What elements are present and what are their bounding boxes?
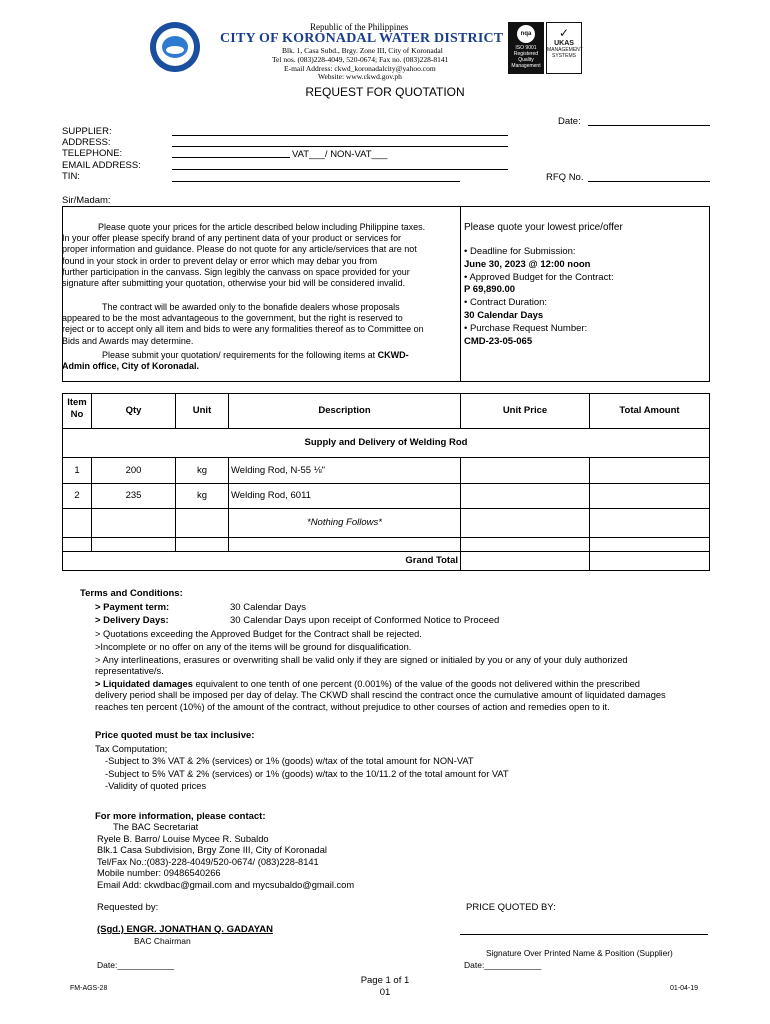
col-qty: Qty — [91, 393, 176, 429]
nqa-iso-certification-badge: nqa ISO 9001 Registered Quality Management — [508, 22, 544, 74]
supplier-field[interactable] — [172, 135, 508, 136]
row1-unit-price-field[interactable] — [460, 457, 590, 484]
contact-details: The BAC Secretariat Ryele B. Barro/ Louise Mycee R. Subaldo Blk.1 Casa Subdivision, Brgy Zone III, City of Koronadal Tel/Fax No.:(083)-228-4049/520-0674/ (083)228-8141 Mobile number: 09486540266 Email Add: ckwdbac@gmail.com and mycsubaldo@gmail.com — [97, 822, 355, 890]
rfq-label: RFQ No. — [546, 172, 584, 183]
row1-item: 1 — [62, 457, 92, 484]
budget-value: P 69,890.00 — [464, 284, 516, 296]
vat-nonvat-option[interactable]: VAT___/ NON-VAT___ — [292, 149, 388, 160]
supplier-label: SUPPLIER: — [62, 126, 112, 137]
col-unit-price: Unit Price — [460, 393, 590, 429]
delivery-days-value: 30 Calendar Days upon receipt of Conformed Notice to Proceed — [230, 615, 500, 626]
row1-unit: kg — [175, 457, 229, 484]
supplier-signature-caption: Signature Over Printed Name & Position (Supplier) — [486, 948, 673, 958]
tin-field[interactable] — [172, 181, 460, 182]
deadline-label: • Deadline for Submission: — [464, 246, 576, 257]
org-email: E-mail Address: ckwd_koronadalcity@yahoo.com — [284, 64, 436, 73]
org-telephone: Tel nos. (083)228-4049, 520-0674; Fax no. (083)228-8141 — [272, 55, 449, 64]
grand-total-field[interactable] — [589, 551, 710, 571]
row2-description: Welding Rod, 6011 — [228, 483, 461, 509]
bac-chairman-position: BAC Chairman — [134, 936, 191, 946]
ukas-certification-badge: ✓ UKAS MANAGEMENT SYSTEMS — [546, 22, 582, 74]
instructions-paragraph-3: Please submit your quotation/ requirements for the following items at CKWD- Admin office, City of Koronadal. — [62, 350, 409, 372]
supplier-date[interactable]: Date:____________ — [464, 960, 542, 970]
salutation: Sir/Madam: — [62, 195, 111, 206]
side-details — [464, 246, 614, 348]
date-code: 01-04-19 — [670, 985, 699, 992]
requested-by-label: Requested by: — [97, 902, 159, 913]
instructions-paragraph-1: Please quote your prices for the article described below including Philippine taxes. In your offer please specify brand of any pertinent data of your product or services for proper information and guidance. Please do not quote for any article/services that are not found in your stock in order to prevent delay or error which may debar you from further participation in the canvass. Sign legibly the canvass on space provided for your signature after submitting your quotation, otherwise your bid will be considered invalid. — [62, 222, 426, 289]
row2-unit: kg — [175, 483, 229, 509]
col-total-amount: Total Amount — [589, 393, 710, 429]
duration-label: • Contract Duration: — [464, 297, 548, 309]
telephone-label: TELEPHONE: — [62, 148, 123, 160]
deadline-value: June 30, 2023 @ 12:00 noon — [464, 258, 591, 270]
page-title: REQUEST FOR QUOTATION — [305, 85, 465, 99]
row2-total-field[interactable] — [589, 483, 710, 509]
requested-date[interactable]: Date:____________ — [97, 960, 175, 970]
nothing-follows: *Nothing Follows* — [228, 508, 461, 538]
pr-number-label: • Purchase Request Number: — [464, 322, 588, 334]
col-item-no: Item No — [62, 393, 92, 429]
payment-term-label: > Payment term: — [95, 602, 170, 613]
contact-heading: For more information, please contact: — [95, 811, 266, 822]
telephone-field[interactable] — [172, 157, 290, 158]
budget-label: • Approved Budget for the Contract: — [464, 271, 614, 283]
row2-item: 2 — [62, 483, 92, 509]
date-field[interactable] — [588, 125, 710, 126]
tin-label: TIN: — [62, 170, 80, 182]
republic-line: Republic of the Philippines — [310, 22, 409, 32]
tax-heading: Price quoted must be tax inclusive: — [95, 730, 255, 741]
email-field[interactable] — [172, 169, 508, 170]
row1-total-field[interactable] — [589, 457, 710, 484]
delivery-days-label: > Delivery Days: — [95, 615, 169, 626]
duration-value: 30 Calendar Days — [464, 309, 544, 321]
section-row: Supply and Delivery of Welding Rod — [62, 428, 710, 458]
page-number: Page 1 of 1 — [360, 975, 410, 986]
ckwd-seal-logo — [150, 22, 200, 72]
email-label: EMAIL ADDRESS: — [62, 159, 141, 171]
org-website: Website: www.ckwd.gov.ph — [318, 72, 402, 81]
grand-total-label: Grand Total — [62, 551, 461, 571]
col-unit: Unit — [175, 393, 229, 429]
price-quoted-by-label: PRICE QUOTED BY: — [466, 902, 556, 913]
supplier-signature-line[interactable] — [460, 934, 708, 935]
payment-term-value: 30 Calendar Days — [230, 602, 307, 613]
bac-chairman-name: (Sgd.) ENGR. JONATHAN Q. GADAYAN — [97, 924, 273, 935]
row2-unit-price-field[interactable] — [460, 483, 590, 509]
row1-description: Welding Rod, N-55 ⅛" — [228, 457, 461, 484]
address-label: ADDRESS: — [62, 137, 111, 149]
terms-list: > Quotations exceeding the Approved Budget for the Contract shall be rejected. >Incomplete or no offer on any of the items will be ground for disqualification. > Any interlineations, erasures or overwriting shall be valid only if they are signed or initialed by you or any of your duly authorized representative/s. > Liquidated damages equivalent to one tenth of one percent (0.001%) of the value of the goods not delivered within the prescribed delivery period shall be imposed per day of delay. The CKWD shall rescind the contract once the cumulative amount of liquidated damages reaches ten percent (10%) of the amount of the contract, without prejudice to other courses of action and remedies open to it. — [95, 629, 666, 712]
tax-computation: Tax Computation; -Subject to 3% VAT & 2% (services) or 1% (goods) w/tax of the total amount for NON-VAT -Subject to 5% VAT & 2% (services) or 1% (goods) w/tax to the 10/11.2 of the total amount for VAT -Validity of quoted prices — [95, 744, 509, 791]
col-description: Description — [228, 393, 461, 429]
revision-number: 01 — [379, 987, 391, 998]
pr-number-value: CMD-23-05-065 — [464, 335, 533, 347]
date-label: Date: — [558, 116, 581, 127]
org-name: CITY OF KORONADAL WATER DISTRICT — [220, 31, 504, 46]
side-heading: Please quote your lowest price/offer — [464, 222, 623, 233]
address-field[interactable] — [172, 146, 508, 147]
form-code: FM-AGS-28 — [70, 985, 108, 992]
rfq-field[interactable] — [588, 181, 710, 182]
row1-qty: 200 — [91, 457, 176, 484]
terms-heading: Terms and Conditions: — [80, 588, 183, 599]
org-address: Blk. 1, Casa Subd., Brgy. Zone III, City of Koronadal — [282, 46, 443, 55]
instructions-paragraph-2: The contract will be awarded only to the bonafide dealers whose proposals appeared to be the most advantageous to the government, but the right is reserved to reject or to accept only all item and bids to were any formalities thereof as to Committee on Bids and Awards may determine. — [62, 302, 424, 346]
row2-qty: 235 — [91, 483, 176, 509]
